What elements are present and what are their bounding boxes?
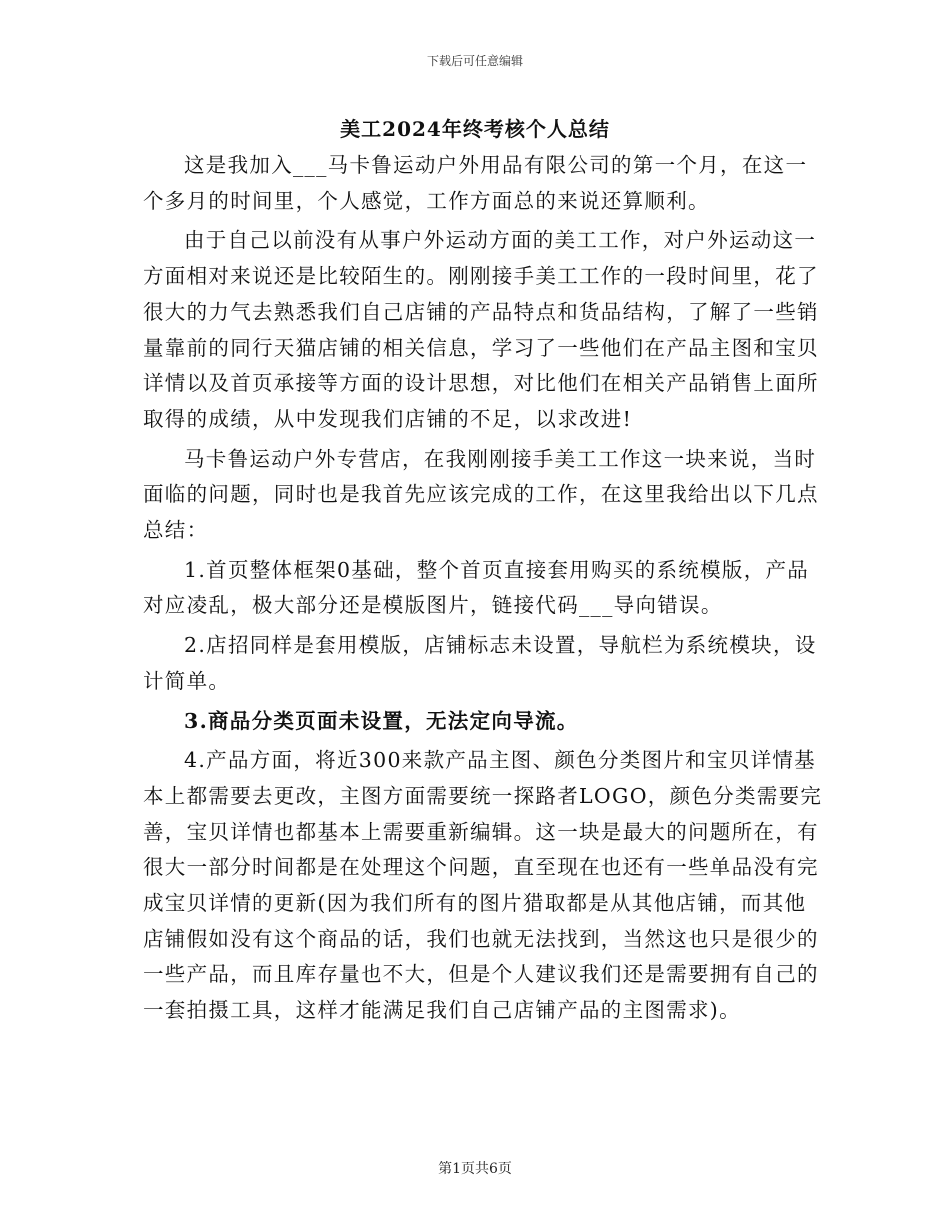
- paragraph-point-2: 2.店招同样是套用模版，店铺标志未设置，导航栏为系统模块，设计简单。: [143, 633, 817, 693]
- document-body: [143, 148, 823, 1033]
- paragraph-problems-intro: 马卡鲁运动户外专营店，在我刚刚接手美工工作这一块来说，当时面临的问题，同时也是我首先应该完成的工作，在这里我给出以下几点总结：: [143, 446, 819, 543]
- page-header-note: 下载后可任意编辑: [426, 54, 523, 68]
- paragraph-background: 由于自己以前没有从事户外运动方面的美工工作，对户外运动这一方面相对来说还是比较陌生的。刚刚接手美工工作的一段时间里，花了很大的力气去熟悉我们自己店铺的产品特点和货品结构，了解了一些销量靠前的同行天猫店铺的相关信息，学习了一些他们在产品主图和宝贝详情以及首页承接等方面的设计思想，对比他们在相关产品销售上面所取得的成绩，从中发现我们店铺的不足，以求改进!: [143, 228, 819, 431]
- paragraph-point-1: 1.首页整体框架0基础，整个首页直接套用购买的系统模版，产品对应凌乱，极大部分还是模版图片，链接代码___导向错误。: [143, 557, 810, 618]
- paragraph-point-4: 4.产品方面，将近300来款产品主图、颜色分类图片和宝贝详情基本上都需要去更改，主图方面需要统一探路者LOGO，颜色分类需要完善，宝贝详情也都基本上需要重新编辑。这一块是最大的问题所在，有很大一部分时间都是在处理这个问题，直至现在也还有一些单品没有完成宝贝详情的更新(因为我们所有的图片猎取都是从其他店铺，而其他店铺假如没有这个商品的话，我们也就无法找到，当然这也只是很少的一些产品，而且库存量也不大，但是个人建议我们还是需要拥有自己的一套拍摄工具，这样才能满足我们自己店铺产品的主图需求)。: [143, 748, 823, 1023]
- document-title: 美工2024年终考核个人总结: [340, 117, 610, 141]
- paragraph-point-3: 3.商品分类页面未设置，无法定向导流。: [184, 708, 579, 733]
- page-number: 第1页共6页: [438, 1161, 512, 1177]
- paragraph-intro: 这是我加入___马卡鲁运动户外用品有限公司的第一个月，在这一个多月的时间里，个人感觉，工作方面总的来说还算顺利。: [143, 153, 808, 213]
